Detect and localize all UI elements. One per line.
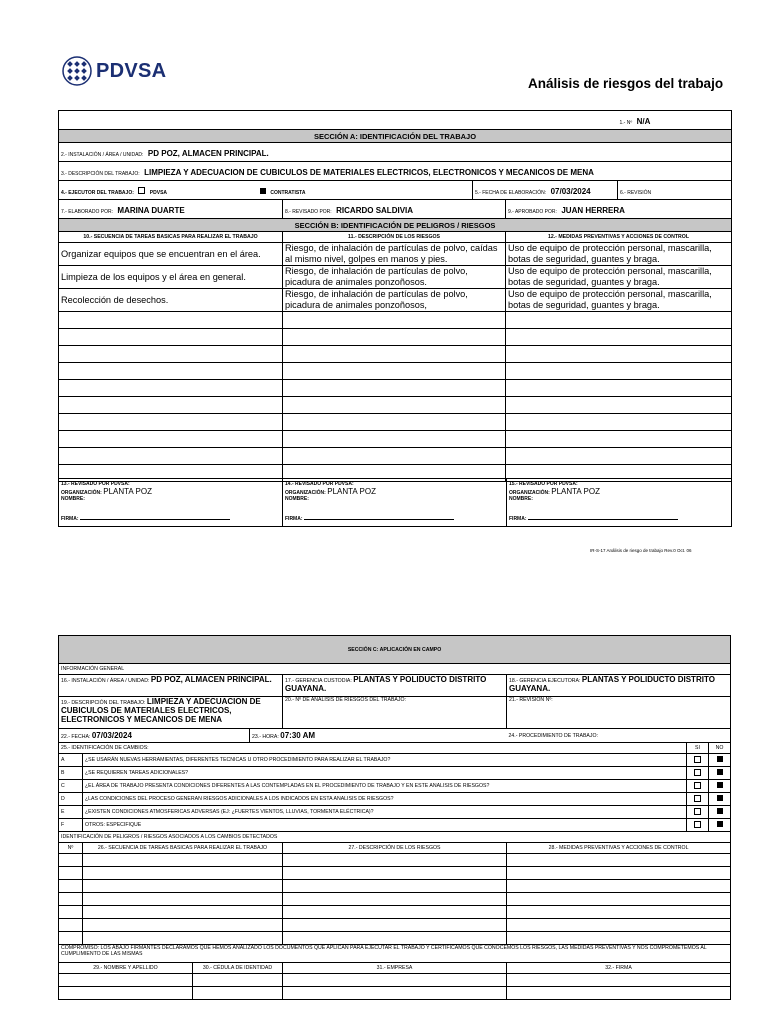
task-cell: Recolección de desechos. xyxy=(59,289,283,312)
pdvsa-logo xyxy=(62,56,166,86)
empty-row xyxy=(59,363,732,380)
yes-checkbox[interactable] xyxy=(694,756,701,763)
risk-cell: Riesgo, de inhalación de partículas de polvo, caídas al mismo nivel, golpes en manos y pies. xyxy=(283,243,506,266)
col-header-measures: 12.- MEDIDAS PREVENTIVAS Y ACCIONES DE CONTROL xyxy=(506,232,732,243)
empty-row xyxy=(59,867,731,880)
installation-c: 16.- INSTALACIÓN / ÁREA / UNIDAD: PD POZ, ALMACEN PRINCIPAL. xyxy=(59,675,283,697)
no-header: NO xyxy=(709,743,731,754)
empty-row xyxy=(59,397,732,414)
yes-checkbox[interactable] xyxy=(694,808,701,815)
signature-line[interactable] xyxy=(80,514,230,520)
risk-analysis-table xyxy=(58,110,732,482)
empty-row xyxy=(59,906,731,919)
yes-header: SI xyxy=(687,743,709,754)
empty-row xyxy=(59,854,731,867)
installation-row: 2.- INSTALACIÓN / ÁREA / UNIDAD: PD POZ, ALMACEN PRINCIPAL. xyxy=(59,143,732,162)
revision-field: 6.- REVISIÓN xyxy=(618,181,732,200)
change-row: A ¿SE USARÁN NUEVAS HERRAMIENTAS, DIFERENTES TECNICAS U OTRO PROCEDIMIENTO PARA REALIZAR EL TRABAJO? xyxy=(59,754,731,767)
empty-row xyxy=(59,893,731,906)
empty-row xyxy=(59,974,731,987)
empty-row xyxy=(59,932,731,945)
section-a-title: SECCIÓN A: IDENTIFICACIÓN DEL TRABAJO xyxy=(59,130,732,143)
empty-row xyxy=(59,987,731,1000)
description-c: 19.- DESCRIPCIÓN DEL TRABAJO: LIMPIEZA Y ADECUACION DE CUBICULOS DE MATERIALES ELECTRICOS, ELECTRONICOS Y MECANICOS DE MENA xyxy=(59,697,283,729)
contratista-checkbox[interactable] xyxy=(260,188,266,194)
table-row xyxy=(59,289,732,312)
empty-row xyxy=(59,448,732,465)
task-cell: Organizar equipos que se encuentran en el área. xyxy=(59,243,283,266)
hazards-label: IDENTIFICACIÓN DE PELIGROS / RIESGOS ASOCIADOS A LOS CAMBIOS DETECTADOS xyxy=(59,832,731,843)
revision-number: 21.- REVISIÓN Nº: xyxy=(507,697,731,729)
signer-header-company: 31.- EMPRESA xyxy=(283,963,507,974)
yes-checkbox[interactable] xyxy=(694,769,701,776)
risk-cell: Riesgo, de inhalación de partículas de polvo, picadura de animales ponzoñosos, xyxy=(283,289,506,312)
date-c: 22.- FECHA: 07/03/2024 xyxy=(59,729,250,743)
hour-c: 23.- HORA: 07:30 AM xyxy=(250,729,507,743)
section-c-title: SECCIÓN C: APLICACIÓN EN CAMPO xyxy=(59,636,731,664)
no-checkbox[interactable] xyxy=(717,756,723,762)
change-row: E ¿EXISTEN CONDICIONES ATMOSFERICAS ADVERSAS (EJ: ¿FUERTES VIENTOS, LLUVIAS, TORMENTA ELÉCTRICA)? xyxy=(59,806,731,819)
signature-line[interactable] xyxy=(528,514,678,520)
signer-header-id: 30.- CÉDULA DE IDENTIDAD xyxy=(193,963,283,974)
signature-block-13: 13.- REVISADO POR PDVSA: ORGANIZACIÓN: PLANTA POZ NOMBRE: FIRMA: xyxy=(59,479,283,527)
signer-header-name: 29.- NOMBRE Y APELLIDO xyxy=(59,963,193,974)
yes-checkbox[interactable] xyxy=(694,795,701,802)
procedure-c: 24.- PROCEDIMIENTO DE TRABAJO: xyxy=(507,729,731,743)
change-row: B ¿SE REQUIEREN TAREAS ADICIONALES? xyxy=(59,767,731,780)
no-checkbox[interactable] xyxy=(717,821,723,827)
yes-checkbox[interactable] xyxy=(694,821,701,828)
custodial-management: 17.- GERENCIA CUSTODIA: PLANTAS Y POLIDUCTO DISTRITO GUAYANA. xyxy=(283,675,507,697)
hazard-header-risks: 27.- DESCRIPCIÓN DE LOS RIESGOS xyxy=(283,843,507,854)
measure-cell: Uso de equipo de protección personal, mascarilla, botas de seguridad, guantes y braga. xyxy=(506,243,732,266)
no-checkbox[interactable] xyxy=(717,769,723,775)
changes-label: 25.- IDENTIFICACIÓN DE CAMBIOS: xyxy=(59,743,687,754)
elaboration-date: 5.- FECHA DE ELABORACIÓN: 07/03/2024 xyxy=(473,181,618,200)
change-row: F OTROS: ESPECIFIQUE xyxy=(59,819,731,832)
section-b-title: SECCIÓN B: IDENTIFICACIÓN DE PELIGROS / RIESGOS xyxy=(59,219,732,232)
approved-by: 9.- APROBADO POR: JUAN HERRERA xyxy=(506,200,732,219)
empty-row xyxy=(59,346,732,363)
no-checkbox[interactable] xyxy=(717,782,723,788)
form-reference: IR-S-17 Análisis de riesgo de trabajo Rev.0 Oct. 06 xyxy=(590,548,692,553)
document-title: Análisis de riesgos del trabajo xyxy=(528,76,724,91)
change-row: D ¿LAS CONDICIONES DEL PROCESO GENERAN RIESGOS ADICIONALES A LOS INDICADOS EN ESTA ANALISIS DE RIESGOS? xyxy=(59,793,731,806)
empty-row xyxy=(59,380,732,397)
form-number: 1.- Nº N/A xyxy=(618,111,732,130)
pdvsa-checkbox[interactable] xyxy=(138,187,145,194)
reviewed-by: 8.- REVISADO POR: RICARDO SALDIVIA xyxy=(283,200,506,219)
yes-checkbox[interactable] xyxy=(694,782,701,789)
col-header-tasks: 10.- SECUENCIA DE TAREAS BASICAS PARA REALIZAR EL TRABAJO xyxy=(59,232,283,243)
empty-row xyxy=(59,414,732,431)
empty-row xyxy=(59,431,732,448)
empty-row xyxy=(59,919,731,932)
measure-cell: Uso de equipo de protección personal, mascarilla, botas de seguridad, guantes y braga. xyxy=(506,266,732,289)
executing-management: 18.- GERENCIA EJECUTORA: PLANTAS Y POLIDUCTO DISTRITO GUAYANA. xyxy=(507,675,731,697)
measure-cell: Uso de equipo de protección personal, mascarilla, botas de seguridad, guantes y braga. xyxy=(506,289,732,312)
review-signatures xyxy=(58,478,732,527)
signature-block-15: 15.- REVISADO POR PDVSA: ORGANIZACIÓN: PLANTA POZ NOMBRE: FIRMA: xyxy=(507,479,732,527)
change-row: C ¿EL ÁREA DE TRABAJO PRESENTA CONDICIONES DIFERENTES A LAS CONTEMPLADAS EN EL PROCEDIMIENTO DE TRABAJO Y EN ESTE ANALISIS DE RIESGOS? xyxy=(59,780,731,793)
hazard-header-num: Nº xyxy=(59,843,83,854)
signer-header-signature: 32.- FIRMA xyxy=(507,963,731,974)
job-description-row: 3.- DESCRIPCIÓN DEL TRABAJO: LIMPIEZA Y ADECUACION DE CUBICULOS DE MATERIALES ELECTRICOS, ELECTRONICOS Y MECANICOS DE MENA xyxy=(59,162,732,181)
general-info-label: INFORMACIÓN GENERAL xyxy=(59,664,731,675)
signature-block-14: 14.- REVISADO POR PDVSA: ORGANIZACIÓN: PLANTA POZ NOMBRE: FIRMA: xyxy=(283,479,507,527)
hazard-header-measures: 28.- MEDIDAS PREVENTIVAS Y ACCIONES DE CONTROL xyxy=(507,843,731,854)
logo-text: PDVSA xyxy=(96,59,167,82)
task-cell: Limpieza de los equipos y el área en general. xyxy=(59,266,283,289)
commitment-text: COMPROMISO: LOS ABAJO FIRMANTES DECLARAMOS QUE HEMOS ANALIZADO LOS DOCUMENTOS QUE APLICAN PARA EJECUTAR EL TRABAJO Y CERTIFICAMOS QUE CONOCEMOS LOS RIESGOS, LAS MEDIDAS PREVENTIVAS Y NOS COMPROMETEMOS AL CUMPLIMIENTO DE LAS MISMAS xyxy=(59,945,731,963)
empty-row xyxy=(59,329,732,346)
table-row xyxy=(59,243,732,266)
analysis-number: 20.- Nº DE ANALISIS DE RIESGOS DEL TRABAJO: xyxy=(283,697,507,729)
empty-row xyxy=(59,312,732,329)
empty-row xyxy=(59,880,731,893)
executor-row: 4.- EJECUTOR DEL TRABAJO: PDVSA CONTRATISTA xyxy=(59,181,473,200)
hazard-header-tasks: 26.- SECUENCIA DE TAREAS BASICAS PARA REALIZAR EL TRABAJO xyxy=(83,843,283,854)
field-application-table xyxy=(58,635,731,1000)
elaborated-by: 7.- ELABORADO POR: MARINA DUARTE xyxy=(59,200,283,219)
pdvsa-emblem-icon xyxy=(62,56,92,86)
signature-line[interactable] xyxy=(304,514,454,520)
no-checkbox[interactable] xyxy=(717,795,723,801)
risk-cell: Riesgo, de inhalación de partículas de polvo, picadura de animales ponzoñosos. xyxy=(283,266,506,289)
col-header-risks: 11.- DESCRIPCIÓN DE LOS RIESGOS xyxy=(283,232,506,243)
no-checkbox[interactable] xyxy=(717,808,723,814)
table-row xyxy=(59,266,732,289)
